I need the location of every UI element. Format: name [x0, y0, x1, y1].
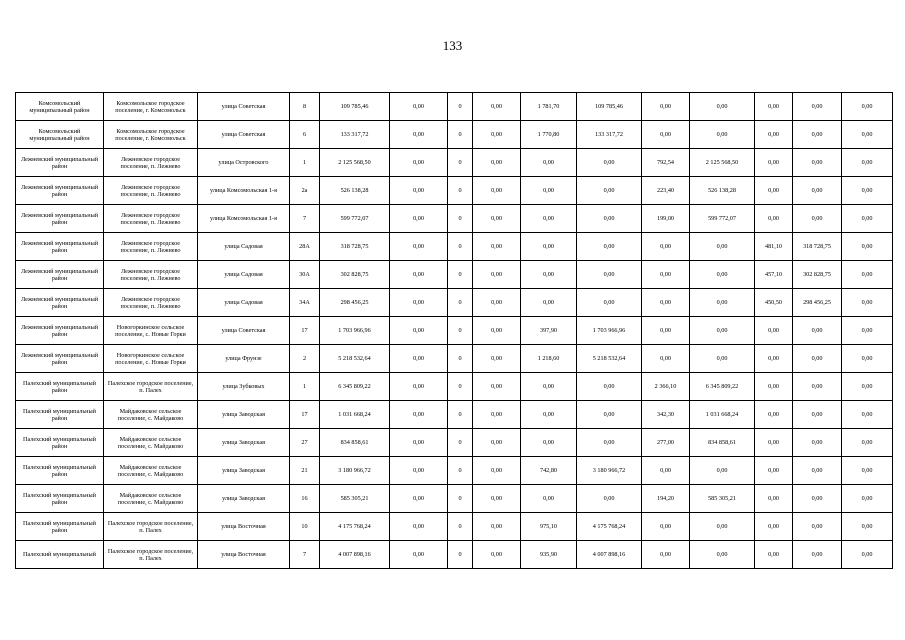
cell-total-cost: 6 345 809,22 [320, 373, 390, 401]
cell-house-number: 8 [290, 93, 320, 121]
cell-col-15: 0,00 [842, 205, 893, 233]
cell-col-8: 0,00 [473, 345, 521, 373]
cell-col-7: 0 [448, 289, 473, 317]
cell-cost-c: 298 456,25 [793, 289, 842, 317]
cell-cost-c: 0,00 [793, 149, 842, 177]
cell-col-8: 0,00 [473, 121, 521, 149]
cell-district: Лежневский муниципальный район [16, 345, 104, 373]
cell-area-a: 1 218,60 [521, 345, 577, 373]
cell-cost-b: 2 125 568,50 [690, 149, 755, 177]
cell-cost-b: 0,00 [690, 457, 755, 485]
cell-area-a: 0,00 [521, 429, 577, 457]
cell-street: улица Зубковых [198, 373, 290, 401]
cell-col-6: 0,00 [390, 401, 448, 429]
cell-settlement: Новогоркинское сельское поселение, с. Новые Горки [104, 317, 198, 345]
cell-area-c: 0,00 [755, 93, 793, 121]
cell-area-b: 0,00 [642, 345, 690, 373]
cell-cost-c: 0,00 [793, 205, 842, 233]
cell-total-cost: 526 138,28 [320, 177, 390, 205]
cell-area-a: 0,00 [521, 205, 577, 233]
cell-house-number: 6 [290, 121, 320, 149]
cell-cost-c: 302 828,75 [793, 261, 842, 289]
cell-area-c: 0,00 [755, 205, 793, 233]
cell-col-7: 0 [448, 233, 473, 261]
cell-total-cost: 318 728,75 [320, 233, 390, 261]
cell-area-b: 792,54 [642, 149, 690, 177]
cell-district: Палехский муниципальный район [16, 373, 104, 401]
cell-settlement: Лежневское городское поселение, п. Лежнево [104, 233, 198, 261]
cell-street: улица Комсомольская 1-я [198, 205, 290, 233]
table-row [16, 205, 893, 233]
cell-cost-c: 0,00 [793, 513, 842, 541]
cell-area-b: 0,00 [642, 457, 690, 485]
table-row [16, 121, 893, 149]
cell-district: Палехский муниципальный [16, 541, 104, 569]
cell-area-c: 0,00 [755, 513, 793, 541]
cell-area-a: 0,00 [521, 373, 577, 401]
cell-col-6: 0,00 [390, 317, 448, 345]
cell-street: улица Заводская [198, 485, 290, 513]
cell-cost-a: 4 007 898,16 [577, 541, 642, 569]
cell-cost-a: 133 317,72 [577, 121, 642, 149]
cell-street: улица Заводская [198, 429, 290, 457]
cell-area-b: 277,00 [642, 429, 690, 457]
cell-cost-b: 834 858,61 [690, 429, 755, 457]
cell-cost-a: 3 180 966,72 [577, 457, 642, 485]
cell-cost-b: 0,00 [690, 289, 755, 317]
cell-col-8: 0,00 [473, 373, 521, 401]
cell-cost-b: 0,00 [690, 513, 755, 541]
cell-area-c: 0,00 [755, 317, 793, 345]
cell-area-c: 0,00 [755, 373, 793, 401]
cell-settlement: Майдаковское сельское поселение, с. Майдаково [104, 401, 198, 429]
table-row [16, 93, 893, 121]
cell-house-number: 7 [290, 541, 320, 569]
cell-settlement: Лежневское городское поселение, п. Лежнево [104, 177, 198, 205]
cell-total-cost: 133 317,72 [320, 121, 390, 149]
cell-total-cost: 109 785,46 [320, 93, 390, 121]
cell-col-15: 0,00 [842, 317, 893, 345]
cell-col-7: 0 [448, 345, 473, 373]
cell-settlement: Лежневское городское поселение, п. Лежнево [104, 289, 198, 317]
cell-cost-a: 0,00 [577, 261, 642, 289]
cell-col-15: 0,00 [842, 345, 893, 373]
cell-area-b: 342,30 [642, 401, 690, 429]
cell-settlement: Комсомольское городское поселение, г. Комсомольск [104, 121, 198, 149]
cell-house-number: 2а [290, 177, 320, 205]
cell-total-cost: 4 007 898,16 [320, 541, 390, 569]
cell-area-b: 0,00 [642, 261, 690, 289]
table-row [16, 149, 893, 177]
cell-area-b: 0,00 [642, 121, 690, 149]
cell-cost-c: 0,00 [793, 121, 842, 149]
cell-col-8: 0,00 [473, 401, 521, 429]
cell-district: Лежневский муниципальный район [16, 149, 104, 177]
cell-col-7: 0 [448, 149, 473, 177]
cell-cost-c: 0,00 [793, 541, 842, 569]
cell-district: Комсомольский муниципальный район [16, 93, 104, 121]
cell-area-b: 0,00 [642, 93, 690, 121]
cell-col-8: 0,00 [473, 205, 521, 233]
cell-cost-a: 5 218 532,64 [577, 345, 642, 373]
cell-col-7: 0 [448, 317, 473, 345]
cell-col-8: 0,00 [473, 317, 521, 345]
cell-cost-a: 4 175 768,24 [577, 513, 642, 541]
cell-col-6: 0,00 [390, 93, 448, 121]
cell-col-6: 0,00 [390, 149, 448, 177]
cell-cost-a: 0,00 [577, 233, 642, 261]
cell-settlement: Палехское городское поселение, п. Палех [104, 373, 198, 401]
cell-district: Лежневский муниципальный район [16, 205, 104, 233]
cell-area-c: 481,10 [755, 233, 793, 261]
cell-area-c: 0,00 [755, 457, 793, 485]
cell-street: улица Восточная [198, 541, 290, 569]
cell-cost-b: 0,00 [690, 233, 755, 261]
table-row [16, 513, 893, 541]
cell-district: Лежневский муниципальный район [16, 317, 104, 345]
cell-cost-c: 0,00 [793, 429, 842, 457]
cell-district: Палехский муниципальный район [16, 401, 104, 429]
cell-col-8: 0,00 [473, 541, 521, 569]
cell-area-c: 0,00 [755, 485, 793, 513]
cell-total-cost: 3 180 966,72 [320, 457, 390, 485]
cell-area-a: 0,00 [521, 177, 577, 205]
cell-col-6: 0,00 [390, 345, 448, 373]
table-row [16, 289, 893, 317]
cell-col-6: 0,00 [390, 457, 448, 485]
cell-district: Лежневский муниципальный район [16, 261, 104, 289]
cell-col-7: 0 [448, 93, 473, 121]
cell-cost-b: 0,00 [690, 345, 755, 373]
cell-settlement: Комсомольское городское поселение, г. Комсомольск [104, 93, 198, 121]
cell-district: Лежневский муниципальный район [16, 233, 104, 261]
cell-street: улица Советская [198, 93, 290, 121]
cell-settlement: Лежневское городское поселение, п. Лежнево [104, 205, 198, 233]
cell-cost-c: 0,00 [793, 345, 842, 373]
cell-settlement: Лежневское городское поселение, п. Лежнево [104, 261, 198, 289]
cell-cost-b: 0,00 [690, 93, 755, 121]
cell-area-a: 1 770,80 [521, 121, 577, 149]
page-number: 133 [442, 38, 463, 53]
table-row [16, 373, 893, 401]
cell-total-cost: 4 175 768,24 [320, 513, 390, 541]
cell-area-c: 0,00 [755, 541, 793, 569]
cell-settlement: Майдаковское сельское поселение, с. Майдаково [104, 485, 198, 513]
data-table [15, 92, 893, 569]
cell-settlement: Новогоркинское сельское поселение, с. Новые Горки [104, 345, 198, 373]
cell-cost-b: 599 772,07 [690, 205, 755, 233]
cell-col-8: 0,00 [473, 261, 521, 289]
cell-col-7: 0 [448, 373, 473, 401]
table-body [16, 93, 893, 569]
cell-street: улица Фрунзе [198, 345, 290, 373]
cell-area-c: 0,00 [755, 177, 793, 205]
cell-area-c: 0,00 [755, 121, 793, 149]
cell-street: улица Садовая [198, 261, 290, 289]
cell-area-c: 0,00 [755, 345, 793, 373]
cell-cost-a: 109 785,46 [577, 93, 642, 121]
cell-cost-a: 0,00 [577, 373, 642, 401]
cell-col-15: 0,00 [842, 429, 893, 457]
cell-settlement: Палехское городское поселение, п. Палех [104, 513, 198, 541]
cell-col-8: 0,00 [473, 485, 521, 513]
table-row [16, 401, 893, 429]
cell-cost-a: 0,00 [577, 401, 642, 429]
cell-district: Палехский муниципальный район [16, 513, 104, 541]
cell-total-cost: 298 456,25 [320, 289, 390, 317]
cell-street: улица Заводская [198, 401, 290, 429]
cell-col-7: 0 [448, 401, 473, 429]
cell-cost-b: 0,00 [690, 121, 755, 149]
cell-house-number: 27 [290, 429, 320, 457]
cell-area-b: 2 366,10 [642, 373, 690, 401]
cell-col-7: 0 [448, 513, 473, 541]
cell-col-7: 0 [448, 457, 473, 485]
cell-total-cost: 5 218 532,64 [320, 345, 390, 373]
cell-area-c: 457,10 [755, 261, 793, 289]
cell-col-8: 0,00 [473, 429, 521, 457]
cell-col-15: 0,00 [842, 401, 893, 429]
cell-area-b: 0,00 [642, 233, 690, 261]
cell-area-a: 397,90 [521, 317, 577, 345]
cell-area-a: 0,00 [521, 289, 577, 317]
cell-col-6: 0,00 [390, 121, 448, 149]
cell-col-15: 0,00 [842, 513, 893, 541]
cell-col-8: 0,00 [473, 513, 521, 541]
cell-col-6: 0,00 [390, 261, 448, 289]
cell-house-number: 7 [290, 205, 320, 233]
cell-district: Комсомольский муниципальный район [16, 121, 104, 149]
cell-cost-b: 0,00 [690, 541, 755, 569]
cell-house-number: 30А [290, 261, 320, 289]
cell-cost-c: 318 728,75 [793, 233, 842, 261]
cell-col-15: 0,00 [842, 373, 893, 401]
cell-cost-a: 0,00 [577, 205, 642, 233]
cell-settlement: Майдаковское сельское поселение, с. Майдаково [104, 429, 198, 457]
cell-cost-a: 0,00 [577, 149, 642, 177]
cell-district: Лежневский муниципальный район [16, 289, 104, 317]
cell-total-cost: 599 772,07 [320, 205, 390, 233]
cell-cost-b: 0,00 [690, 317, 755, 345]
cell-col-7: 0 [448, 121, 473, 149]
cell-area-a: 0,00 [521, 485, 577, 513]
cell-col-15: 0,00 [842, 457, 893, 485]
cell-col-8: 0,00 [473, 457, 521, 485]
cell-total-cost: 585 305,21 [320, 485, 390, 513]
cell-district: Палехский муниципальный район [16, 429, 104, 457]
cell-cost-a: 0,00 [577, 429, 642, 457]
cell-col-15: 0,00 [842, 93, 893, 121]
cell-area-c: 0,00 [755, 149, 793, 177]
cell-district: Палехский муниципальный район [16, 485, 104, 513]
cell-col-15: 0,00 [842, 177, 893, 205]
cell-col-6: 0,00 [390, 177, 448, 205]
cell-col-6: 0,00 [390, 485, 448, 513]
table-row [16, 261, 893, 289]
table-row [16, 457, 893, 485]
table-row [16, 345, 893, 373]
cell-col-6: 0,00 [390, 541, 448, 569]
cell-area-b: 0,00 [642, 317, 690, 345]
cell-house-number: 28А [290, 233, 320, 261]
cell-area-b: 223,40 [642, 177, 690, 205]
cell-street: улица Комсомольская 1-я [198, 177, 290, 205]
cell-house-number: 1 [290, 373, 320, 401]
cell-cost-c: 0,00 [793, 457, 842, 485]
cell-area-a: 935,90 [521, 541, 577, 569]
cell-col-8: 0,00 [473, 149, 521, 177]
cell-area-a: 975,10 [521, 513, 577, 541]
cell-settlement: Майдаковское сельское поселение, с. Майдаково [104, 457, 198, 485]
cell-area-c: 450,50 [755, 289, 793, 317]
cell-col-7: 0 [448, 541, 473, 569]
cell-cost-a: 0,00 [577, 485, 642, 513]
cell-area-b: 0,00 [642, 289, 690, 317]
cell-cost-a: 0,00 [577, 289, 642, 317]
cell-street: улица Заводская [198, 457, 290, 485]
cell-col-8: 0,00 [473, 177, 521, 205]
cell-col-6: 0,00 [390, 373, 448, 401]
cell-area-b: 0,00 [642, 541, 690, 569]
cell-col-6: 0,00 [390, 513, 448, 541]
cell-area-b: 199,00 [642, 205, 690, 233]
cell-street: улица Островского [198, 149, 290, 177]
cell-col-15: 0,00 [842, 261, 893, 289]
cell-house-number: 21 [290, 457, 320, 485]
cell-total-cost: 834 858,61 [320, 429, 390, 457]
table-row [16, 177, 893, 205]
cell-col-7: 0 [448, 429, 473, 457]
cell-house-number: 2 [290, 345, 320, 373]
cell-total-cost: 2 125 568,50 [320, 149, 390, 177]
cell-cost-c: 0,00 [793, 93, 842, 121]
cell-street: улица Садовая [198, 233, 290, 261]
cell-col-15: 0,00 [842, 485, 893, 513]
cell-col-7: 0 [448, 261, 473, 289]
cell-cost-a: 0,00 [577, 177, 642, 205]
cell-col-8: 0,00 [473, 289, 521, 317]
cell-cost-c: 0,00 [793, 485, 842, 513]
cell-district: Лежневский муниципальный район [16, 177, 104, 205]
cell-district: Палехский муниципальный район [16, 457, 104, 485]
cell-total-cost: 1 031 668,24 [320, 401, 390, 429]
cell-area-b: 194,20 [642, 485, 690, 513]
cell-col-6: 0,00 [390, 205, 448, 233]
cell-col-7: 0 [448, 205, 473, 233]
cell-col-15: 0,00 [842, 149, 893, 177]
cell-col-7: 0 [448, 177, 473, 205]
cell-col-6: 0,00 [390, 289, 448, 317]
cell-house-number: 1 [290, 149, 320, 177]
cell-area-a: 1 781,70 [521, 93, 577, 121]
cell-area-c: 0,00 [755, 429, 793, 457]
cell-total-cost: 1 703 966,96 [320, 317, 390, 345]
cell-col-15: 0,00 [842, 289, 893, 317]
cell-cost-b: 0,00 [690, 261, 755, 289]
cell-area-c: 0,00 [755, 401, 793, 429]
cell-cost-c: 0,00 [793, 373, 842, 401]
cell-cost-b: 585 305,21 [690, 485, 755, 513]
cell-settlement: Палехское городское поселение, п. Палех [104, 541, 198, 569]
cell-street: улица Садовая [198, 289, 290, 317]
cell-house-number: 16 [290, 485, 320, 513]
table-row [16, 541, 893, 569]
cell-cost-b: 1 031 668,24 [690, 401, 755, 429]
cell-total-cost: 302 828,75 [320, 261, 390, 289]
cell-house-number: 17 [290, 317, 320, 345]
cell-street: улица Советская [198, 317, 290, 345]
cell-col-6: 0,00 [390, 429, 448, 457]
cell-cost-c: 0,00 [793, 317, 842, 345]
cell-cost-b: 526 138,28 [690, 177, 755, 205]
cell-street: улица Советская [198, 121, 290, 149]
cell-house-number: 10 [290, 513, 320, 541]
cell-area-a: 0,00 [521, 401, 577, 429]
table-row [16, 429, 893, 457]
cell-col-15: 0,00 [842, 233, 893, 261]
cell-house-number: 17 [290, 401, 320, 429]
cell-street: улица Восточная [198, 513, 290, 541]
cell-cost-c: 0,00 [793, 401, 842, 429]
cell-house-number: 34А [290, 289, 320, 317]
cell-col-6: 0,00 [390, 233, 448, 261]
cell-col-7: 0 [448, 485, 473, 513]
cell-area-a: 0,00 [521, 261, 577, 289]
cell-col-8: 0,00 [473, 233, 521, 261]
cell-col-15: 0,00 [842, 541, 893, 569]
cell-cost-a: 1 703 966,96 [577, 317, 642, 345]
cell-col-8: 0,00 [473, 93, 521, 121]
cell-area-b: 0,00 [642, 513, 690, 541]
table-row [16, 317, 893, 345]
cell-cost-b: 6 345 809,22 [690, 373, 755, 401]
table-row [16, 233, 893, 261]
table-row [16, 485, 893, 513]
cell-col-15: 0,00 [842, 121, 893, 149]
cell-area-a: 0,00 [521, 233, 577, 261]
cell-area-a: 742,80 [521, 457, 577, 485]
cell-area-a: 0,00 [521, 149, 577, 177]
cell-cost-c: 0,00 [793, 177, 842, 205]
cell-settlement: Лежневское городское поселение, п. Лежнево [104, 149, 198, 177]
